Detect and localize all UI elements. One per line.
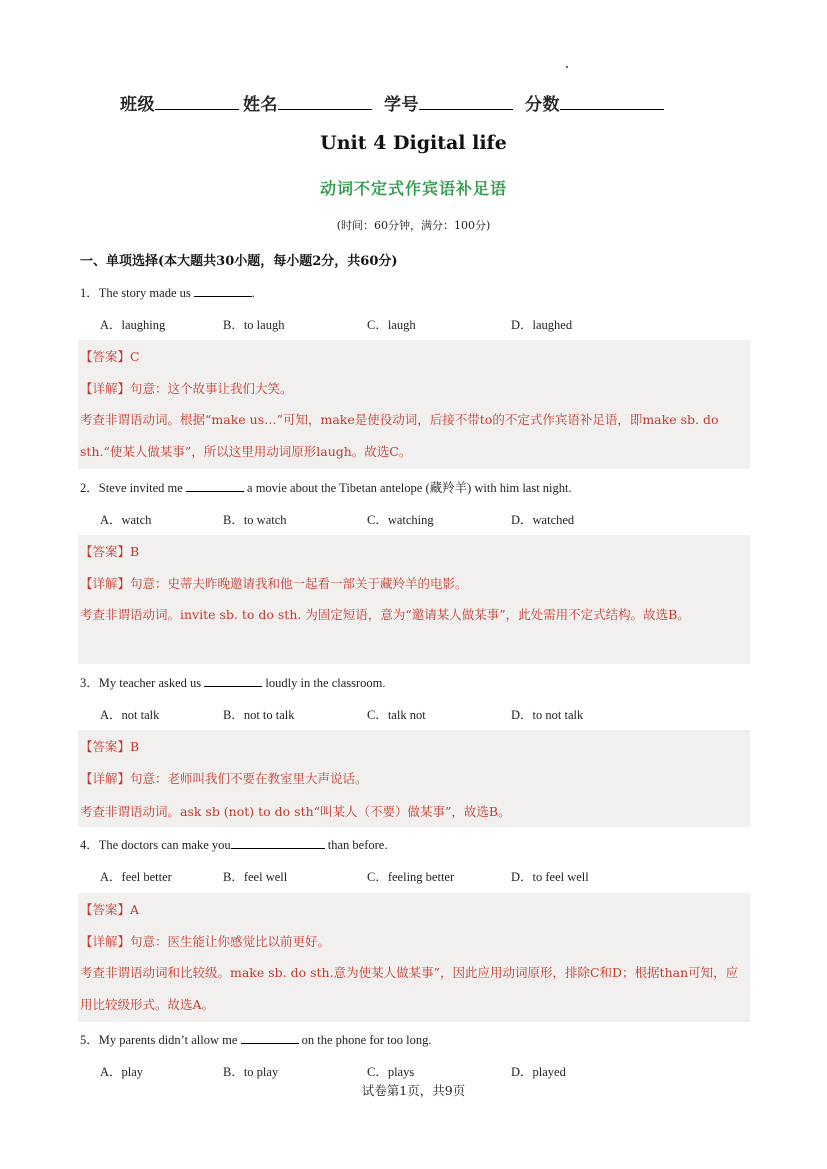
question-1-answer-box	[78, 340, 750, 469]
question-3-option-d[interactable]: D．to not talk	[511, 708, 584, 722]
question-3-option-b[interactable]: B．not to talk	[223, 708, 295, 722]
question-4-option-c[interactable]: C．feeling better	[367, 870, 455, 884]
stem-text: 5．My parents didn’t allow me	[80, 1033, 238, 1047]
question-1-option-d[interactable]: D．laughed	[511, 318, 573, 332]
question-2-option-a[interactable]: A．watch	[100, 513, 152, 527]
stem-text: 1．The story made us	[80, 286, 191, 300]
score-blank[interactable]	[560, 93, 664, 110]
number-label: 学号	[384, 95, 419, 115]
score-label: 分数	[525, 95, 560, 115]
question-4-answer-box	[78, 893, 750, 1022]
stray-dot	[566, 66, 568, 68]
stem-text: on the phone for too long.	[301, 1033, 432, 1047]
detail-line: 【详解】句意：这个故事让我们大笑。	[80, 381, 293, 396]
stem-text: loudly in the classroom.	[265, 676, 386, 690]
time-info: (时间：60分钟，满分：100分)	[336, 219, 491, 232]
question-2-answer-box	[78, 535, 750, 664]
question-3-option-c[interactable]: C．talk not	[367, 708, 426, 722]
stem-text: a movie about the Tibetan antelope (藏羚羊) with him last night.	[247, 481, 572, 495]
question-3-answer-box	[78, 730, 750, 827]
question-5-option-c[interactable]: C．plays	[367, 1065, 415, 1079]
class-label: 班级	[120, 95, 155, 115]
answer-line: 【答案】C	[80, 349, 140, 364]
explanation: 考查非谓语动词和比较级。make sb. do sth.意为使某人做某事”，因此应用动词原形，排除C和D；根据than可知，应用比较级形式。故选A。	[80, 965, 739, 1012]
answer-blank	[194, 284, 252, 297]
explanation: 考查非谓语动词。ask sb (not) to do sth“叫某人（不要）做某事”，故选B。	[80, 804, 511, 819]
question-5-option-b[interactable]: B．to play	[223, 1065, 279, 1079]
detail-line: 【详解】句意：史蒂夫昨晚邀请我和他一起看一部关于藏羚羊的电影。	[80, 576, 468, 591]
answer-blank	[241, 1031, 299, 1044]
detail-line: 【详解】句意：医生能让你感觉比以前更好。	[80, 934, 331, 949]
question-1-option-a[interactable]: A．laughing	[100, 318, 166, 332]
question-2-stem	[80, 478, 572, 496]
stem-text: than before.	[327, 838, 388, 852]
stem-text: 3．My teacher asked us	[80, 676, 202, 690]
student-info-line	[120, 90, 668, 115]
question-4-option-d[interactable]: D．to feel well	[511, 870, 589, 884]
answer-blank	[204, 674, 262, 687]
question-4-stem	[80, 835, 387, 853]
stem-text: 4．The doctors can make you	[80, 838, 231, 852]
page-title: Unit 4 Digital life	[320, 132, 507, 154]
class-blank[interactable]	[155, 93, 239, 110]
section-heading: 一、单项选择(本大题共30小题，每小题2分，共60分)	[80, 254, 398, 269]
question-3-stem	[80, 673, 386, 691]
name-blank[interactable]	[278, 93, 372, 110]
detail-line: 【详解】句意：老师叫我们不要在教室里大声说话。	[80, 771, 368, 786]
question-1-option-c[interactable]: C．laugh	[367, 318, 416, 332]
question-1-stem	[80, 283, 255, 301]
page-footer: 试卷第1页，共9页	[361, 1083, 466, 1098]
question-5-stem	[80, 1030, 431, 1048]
answer-blank	[186, 479, 244, 492]
question-2-option-d[interactable]: D．watched	[511, 513, 575, 527]
explanation: 考查非谓语动词。根据“make us…”可知，make是使役动词，后接不带to的不定式作宾语补足语，即make sb. do sth.“使某人做某事”，所以这里用动词原形laugh。故选C。	[80, 412, 719, 459]
answer-line: 【答案】B	[80, 739, 140, 754]
question-2-option-b[interactable]: B．to watch	[223, 513, 287, 527]
answer-line: 【答案】A	[80, 902, 140, 917]
question-5-option-d[interactable]: D．played	[511, 1065, 566, 1079]
explanation: 考查非谓语动词。invite sb. to do sth. 为固定短语，意为“邀请某人做某事”，此处需用不定式结构。故选B。	[80, 607, 690, 622]
page-subtitle: 动词不定式作宾语补足语	[319, 179, 507, 198]
question-5-option-a[interactable]: A．play	[100, 1065, 144, 1079]
name-label: 姓名	[243, 95, 278, 115]
question-4-option-a[interactable]: A．feel better	[100, 870, 172, 884]
answer-blank	[231, 836, 325, 849]
stem-text: 2．Steve invited me	[80, 481, 183, 495]
question-4-option-b[interactable]: B．feel well	[223, 870, 288, 884]
number-blank[interactable]	[419, 93, 513, 110]
question-1-option-b[interactable]: B．to laugh	[223, 318, 285, 332]
question-3-option-a[interactable]: A．not talk	[100, 708, 160, 722]
stem-text: .	[251, 286, 255, 300]
question-2-option-c[interactable]: C．watching	[367, 513, 434, 527]
answer-line: 【答案】B	[80, 544, 140, 559]
